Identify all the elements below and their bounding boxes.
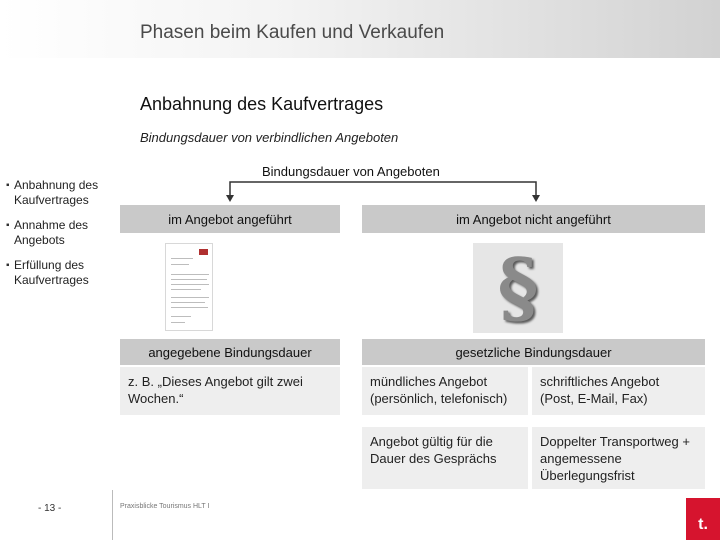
oral-offer-title: mündliches Angebot (370, 374, 488, 389)
footer-text: Praxisblicke Tourismus HLT I (120, 503, 210, 510)
left-example-text: z. B. „Dieses Angebot gilt zwei Wochen.“ (128, 374, 303, 406)
left-example-box (120, 367, 340, 415)
paragraph-icon (473, 243, 563, 333)
sidebar-item-anbahnung[interactable]: ▪ Anbahnung des Kaufvertrages (6, 178, 118, 208)
footer-divider (112, 490, 113, 540)
right-branch-header: im Angebot nicht angeführt (362, 205, 705, 233)
section-title: Anbahnung des Kaufvertrages (140, 94, 384, 114)
written-offer-box (532, 367, 705, 415)
sidebar-item-annahme[interactable]: ▪ Annahme des Angebots (6, 218, 118, 248)
oral-offer-rule: Angebot gültig für die Dauer des Gesprächs (370, 434, 497, 466)
written-offer-rule-box (532, 427, 705, 489)
document-icon (165, 243, 213, 331)
left-branch-header: im Angebot angeführt (120, 205, 340, 233)
brand-logo (686, 498, 720, 540)
brand-logo-text: t. (698, 516, 708, 533)
oral-offer-box (362, 367, 528, 415)
slide-title: Phasen beim Kaufen und Verkaufen (140, 22, 445, 43)
paragraph-symbol: § (497, 242, 539, 333)
section-subtitle: Bindungsdauer von verbindlichen Angeboten (140, 130, 399, 145)
right-result-box: gesetzliche Bindungsdauer (362, 339, 705, 365)
written-offer-title: schriftliches Angebot (540, 374, 660, 389)
written-offer-rule: Doppelter Transportweg + angemessene Überlegungsfrist (540, 434, 690, 483)
oral-offer-rule-box (362, 427, 528, 489)
sidebar-item-erfuellung[interactable]: ▪ Erfüllung des Kaufvertrages (6, 258, 118, 288)
page-number: - 13 - (38, 503, 62, 514)
diagram-root-label: Bindungsdauer von Angeboten (262, 164, 440, 179)
oral-offer-detail: (persönlich, telefonisch) (370, 391, 508, 406)
written-offer-detail: (Post, E-Mail, Fax) (540, 391, 648, 406)
left-result-box: angegebene Bindungsdauer (120, 339, 340, 365)
